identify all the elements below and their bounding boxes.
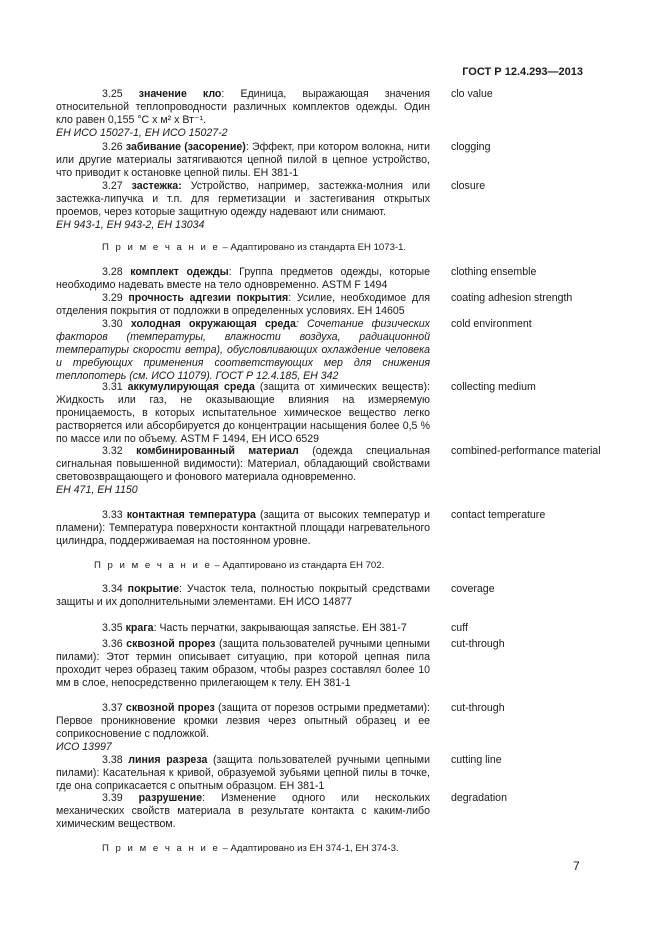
entry-3-30: 3.30 холодная окружающая среда: Сочетание физических факторов (температуры, влажности воздуха, радиационной температуры скорости ветра), обусловливающих охлаждение человека и требующих применения соответствующих мер для снижения теплопотерь (см. ИСО 11079). ГОСТ Р 12.4.185, ЕН 342 — [56, 318, 430, 383]
entry-3-35-en: cuff — [451, 622, 468, 634]
entry-3-28-en: clothing ensemble — [451, 266, 537, 278]
entry-3-33-en: contact temperature — [451, 509, 546, 521]
entry-3-36-en: cut-through — [451, 638, 505, 650]
entry-3-29-en: coating adhesion strength — [451, 292, 573, 304]
page-number: 7 — [573, 859, 580, 873]
entry-3-33: 3.33 контактная температура (защита от высоких температур и пламени): Температура поверхности контактной площади нагревательного цилиндра, поддерживаемая на постоянном уровне. — [56, 509, 430, 548]
entry-3-34: 3.34 покрытие: Участок тела, полностью покрытый средствами защиты и их дополнительными элементами. ЕН ИСО 14877 — [56, 583, 430, 609]
entry-3-36: 3.36 сквозной прорез (защита пользователей ручными цепными пилами): Этот термин описывает ситуацию, при которой цепная пила проходит через образец таким образом, чтобы разрез составлял более 10 мм в слое, непосредственно прилегающем к телу. ЕН 381-1 — [56, 638, 430, 690]
entry-3-27-en: closure — [451, 180, 486, 192]
entry-3-25: 3.25 значение кло: Единица, выражающая значения относительной теплопроводности различных комплектов одежды. Один кло равен 0,155 °C x м² x Вт⁻¹. ЕН ИСО 15027-1, ЕН ИСО 15027-2 — [56, 88, 430, 140]
entry-3-27: 3.27 застежка: Устройство, например, застежка-молния или застежка-липучка и т.п. для герметизации и застегивания открытых проемов, через которые защитную одежду надевают или снимают. ЕН 943-1, ЕН 943-2, ЕН 13034 — [56, 180, 430, 232]
entry-3-32: 3.32 комбинированный материал (одежда специальная сигнальная повышенной видимости): Материал, обладающий свойствами световозвращающего и фонового материала одновременно. ЕН 471, ЕН 1150 — [56, 445, 430, 497]
entry-3-39-en: degradation — [451, 792, 507, 804]
note-1: П р и м е ч а н и е – Адаптировано из стандарта ЕН 1073-1. — [102, 242, 407, 253]
entry-3-37-en: cut-through — [451, 702, 505, 714]
entry-3-35: 3.35 крага: Часть перчатки, закрывающая запястье. ЕН 381-7 — [102, 622, 407, 634]
entry-3-37: 3.37 сквозной прорез (защита от порезов острыми предметами): Первое проникновение кромки лезвия через опытный образец и ее соприкосновение с подложкой. ИСО 13997 — [56, 702, 430, 754]
entry-3-26-en: clogging — [451, 141, 491, 153]
entry-3-39: 3.39 разрушение: Изменение одного или нескольких механических свойств материала в результате контакта с каким-либо химическим веществом. — [56, 792, 430, 831]
entry-3-31-en: collecting medium — [451, 381, 536, 393]
entry-3-38: 3.38 линия разреза (защита пользователей ручными цепными пилами): Касательная к кривой, образуемой зубьями цепной пилы в точке, где она соприкасается с опытным образцом. ЕН 381-1 — [56, 754, 430, 793]
entry-3-38-en: cutting line — [451, 754, 502, 766]
entry-3-34-en: coverage — [451, 583, 495, 595]
entry-3-31: 3.31 аккумулирующая среда (защита от химических веществ): Жидкость или газ, не оказывающие влияния на измеряемую проницаемость, в которых испытательное химическое вещество легко растворяется или абсорбируется до концентрации насыщения более 0,5 % по массе или по объему. ASTM F 1494, ЕН ИСО 6529 — [56, 381, 430, 446]
note-2: П р и м е ч а н и е – Адаптировано из стандарта ЕН 702. — [94, 560, 385, 571]
entry-3-32-en: combined-performance material — [451, 445, 601, 457]
document-header: ГОСТ Р 12.4.293—2013 — [462, 66, 583, 78]
entry-3-28: 3.28 комплект одежды: Группа предметов одежды, которые необходимо надевать вместе на тело одновременно. ASTM F 1494 — [56, 266, 430, 292]
entry-3-25-en: clo value — [451, 88, 493, 100]
note-3: П р и м е ч а н и е – Адаптировано из ЕН 374-1, ЕН 374-3. — [102, 843, 399, 854]
entry-3-30-en: cold environment — [451, 318, 532, 330]
entry-3-26: 3.26 забивание (засорение): Эффект, при котором волокна, нити или другие материалы затягиваются цепной пилой в цепное устройство, что приводит к остановке цепной пилы. ЕН 381-1 — [56, 141, 431, 180]
entry-3-29: 3.29 прочность адгезии покрытия: Усилие, необходимое для отделения покрытия от подложки в определенных условиях. ЕН 14605 — [56, 292, 430, 318]
